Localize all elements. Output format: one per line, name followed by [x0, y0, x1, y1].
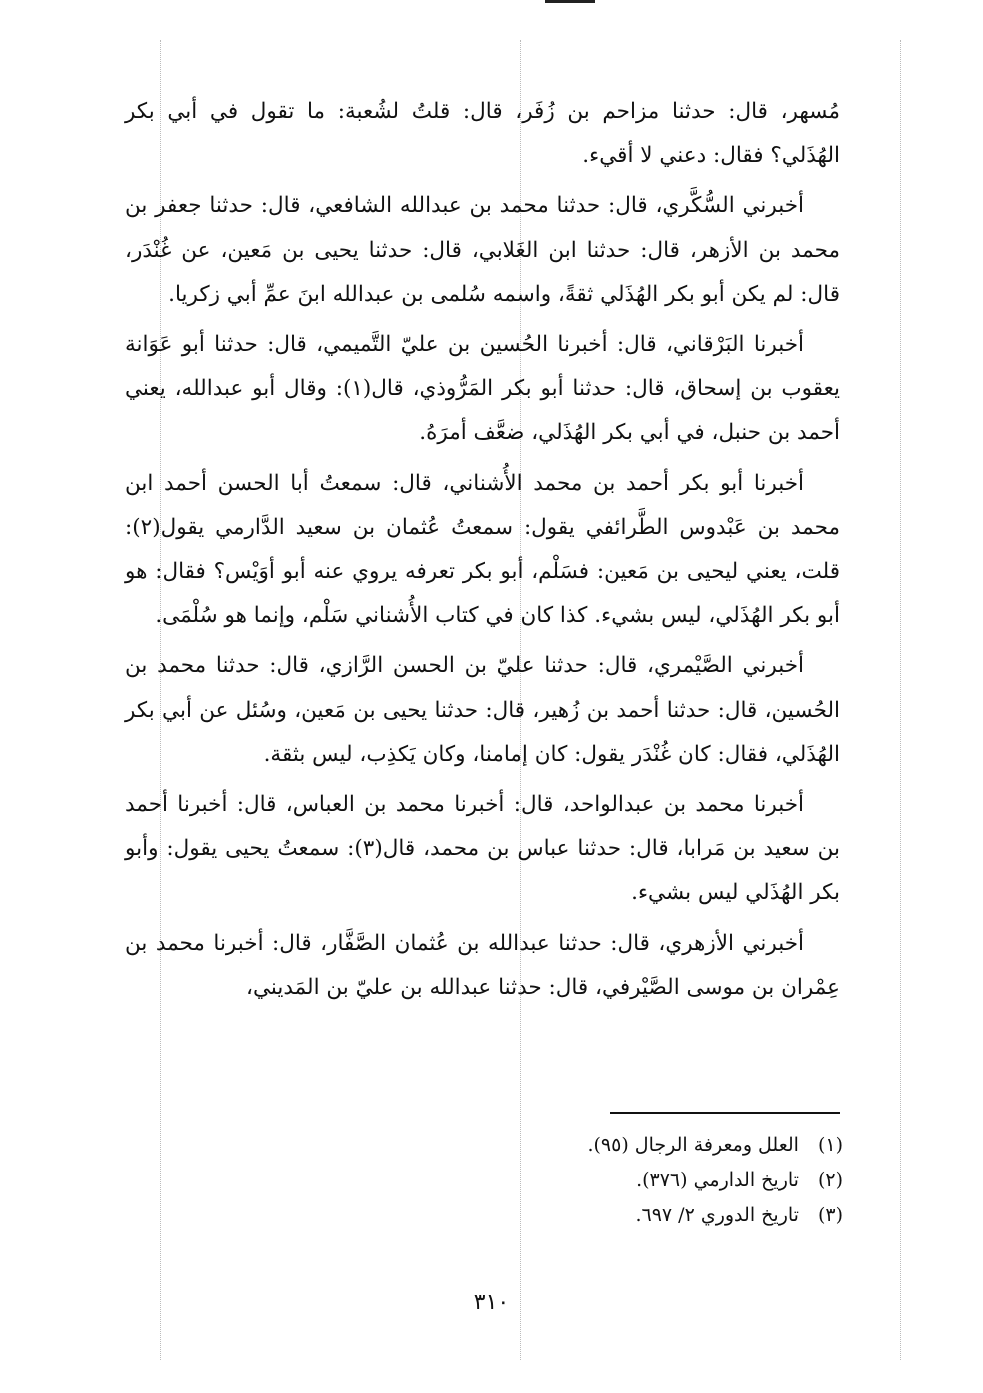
paragraph: أخبرنا البَرْقاني، قال: أخبرنا الحُسين بن عليّ التَّميمي، قال: حدثنا أبو عَوَانة يعقوب بن إسحاق، قال: حدثنا أبو بكر المَرُّوذي، قال(١): وقال أبو عبدالله، يعني أحمد بن حنبل، في أبي بكر الهُذَلي، ضعَّف أمرَهُ.	[125, 332, 840, 446]
footnote-number: (٣)	[817, 1204, 843, 1226]
footnote-number: (٢)	[817, 1169, 843, 1191]
paragraph: أخبرنا أبو بكر أحمد بن محمد الأُشناني، قال: سمعتُ أبا الحسن أحمد ابن محمد بن عَبْدوس الطَّرائفي يقول: سمعتُ عُثمان بن سعيد الدَّارمي يقول(٢): قلت، يعني ليحيى بن مَعين: فسَلْم، أبو بكر تعرفه يروي عنه أبو أوَيْس؟ فقال: هو أبو بكر الهُذَلي، ليس بشيء. كذا كان في كتاب الأُشناني سَلْم، وإنما هو سُلْمَى.	[125, 470, 840, 629]
footnote-number: (١)	[817, 1134, 843, 1156]
main-text	[125, 90, 840, 1016]
paragraph: أخبرني الأزهري، قال: حدثنا عبدالله بن عُثمان الصَّفَّار، قال: أخبرنا محمد بن عِمْران بن موسى الصَّيْرفي، قال: حدثنا عبدالله بن عليّ بن المَديني،	[125, 930, 840, 1000]
paragraph: أخبرني السُّكَّري، قال: حدثنا محمد بن عبدالله الشافعي، قال: حدثنا جعفر بن محمد بن الأزهر، قال: حدثنا ابن الغَلابي، قال: حدثنا يحيى بن مَعين، عن غُنْدَر، قال: لم يكن أبو بكر الهُذَلي ثقةً، واسمه سُلمى بن عبدالله ابنَ عمِّ أبي زكريا.	[125, 193, 840, 307]
footnote-text: العلل ومعرفة الرجال (٩٥).	[587, 1134, 799, 1156]
footnote-text: تاريخ الدوري ٢/ ٦٩٧.	[635, 1204, 799, 1226]
scan-dotted-line	[900, 40, 902, 1360]
footnotes	[343, 1128, 843, 1233]
footnote-text: تاريخ الدارمي (٣٧٦).	[636, 1169, 799, 1191]
paragraph: أخبرنا محمد بن عبدالواحد، قال: أخبرنا محمد بن العباس، قال: أخبرنا أحمد بن سعيد بن مَرابا، قال: حدثنا عباس بن محمد، قال(٣): سمعتُ يحيى يقول: وأبو بكر الهُذَلي ليس بشيء.	[125, 792, 840, 906]
paragraph: أخبرني الصَّيْمري، قال: حدثنا عليّ بن الحسن الرَّازي، قال: حدثنا محمد بن الحُسين، قال: حدثنا أحمد بن زُهير، قال: حدثنا يحيى بن مَعين، وسُئل عن أبي بكر الهُذَلي، فقال: كان غُنْدَر يقول: كان إمامنا، وكان يَكذِب، ليس بثقة.	[125, 653, 840, 767]
top-edge-mark	[545, 0, 595, 3]
footnote-item	[343, 1128, 843, 1163]
paragraph: مُسهر، قال: حدثنا مزاحم بن زُفَر، قال: قلتُ لشُعبة: ما تقول في أبي بكر الهُذَلي؟ فقال: دعني لا أقيء.	[125, 99, 840, 169]
footnote-divider	[610, 1112, 840, 1114]
page-number: ٣١٠	[473, 1290, 510, 1315]
footnote-item	[343, 1163, 843, 1198]
footnote-item	[343, 1198, 843, 1233]
